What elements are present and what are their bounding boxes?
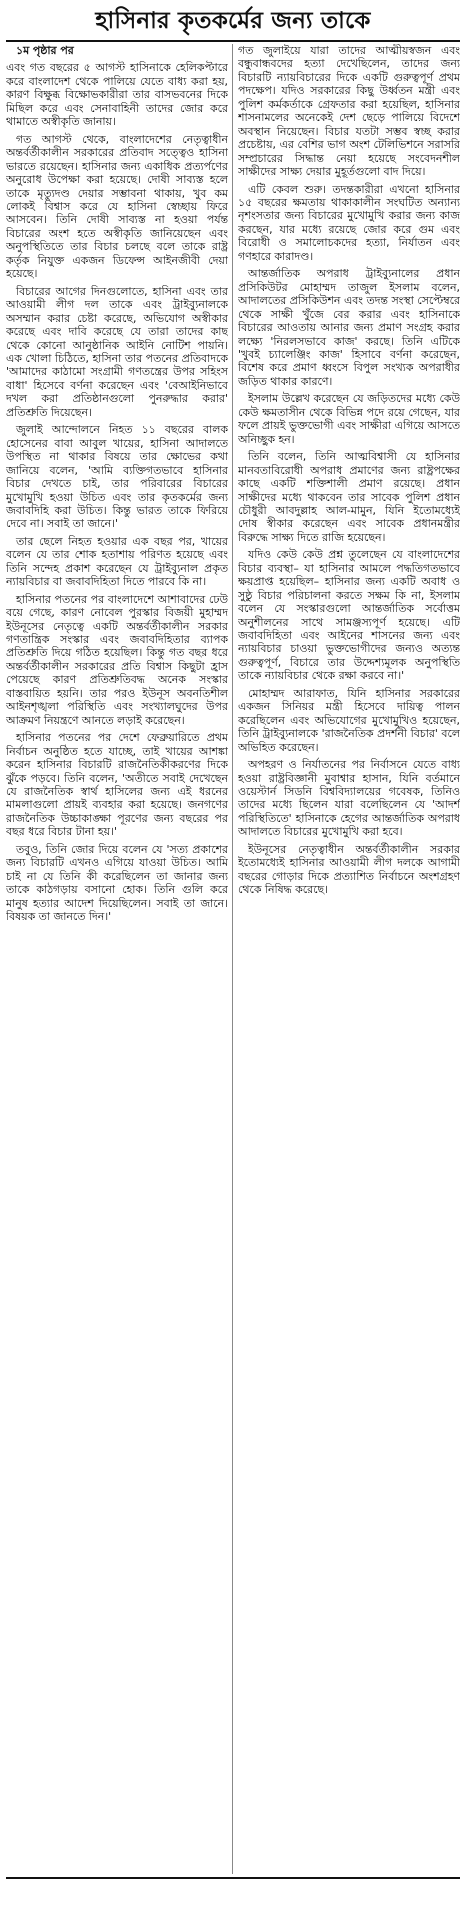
paragraph: জুলাই আন্দোলনে নিহত ১১ বছরের বালক হোসেনের বাবা আবুল খায়ের, হাসিনা আদালতে উপস্থিত না থাকার বিষয়ে তার ক্ষোভের কথা জানিয়ে বলেন, 'আমি ব্যক্তিগতভাবে হাসিনার বিচার দেখতে চাই, তার পরিবারের বিচারের মুখোমুখি হওয়া উচিত এবং তার কৃতকর্মের জন্য জবাবদিহি করা উচিত। কিন্তু ভারত তাকে ফিরিয়ে দেবে না। সবাই তা জানে।'	[6, 423, 228, 531]
paragraph: তবুও, তিনি জোর দিয়ে বলেন যে 'সত্য প্রকাশের জন্য বিচারটি এখনও এগিয়ে যাওয়া উচিত। আমি চাই না যে তিনি কী করেছিলেন তা জানার জন্য তাকে কাঠগড়ায় বসানো হোক। তিনি গুলি করে মানুষ হত্যার আদেশ দিয়েছিলেন। সবাই তা জানে। বিষয়ক তা জানতে দিন।'	[6, 842, 228, 924]
paragraph: বিচারের আগের দিনগুলোতে, হাসিনা এবং তার আওয়ামী লীগ দল তাকে এবং ট্রাইব্যুনালকে অসম্মান করার চেষ্টা করেছে, অভিযোগ অস্বীকার করেছে এবং দাবি করেছে যে তারা তাদের কাছ থেকে কোনো আনুষ্ঠানিক আইনি নোটিশ পায়নি। এক খোলা চিঠিতে, হাসিনা তার পতনের প্রতিবাদকে 'আমাদের কাঠামো সংগ্রামী গণতন্ত্রের উপর সহিংস বাধা' হিসেবে বর্ণনা করেছেন এবং 'বেআইনিভাবে দখল করা প্রতিষ্ঠানগুলো পুনরুদ্ধার করার' প্রতিশ্রুতি দিয়েছেন।	[6, 284, 228, 419]
article-headline: হাসিনার কৃতকর্মের জন্য তাকে	[95, 8, 371, 34]
left-column	[6, 44, 228, 1874]
paragraph: ইউনূসের নেতৃত্বাধীন অন্তর্বর্তীকালীন সরকার ইতোমধ্যেই হাসিনার আওয়ামী লীগ দলকে আগামী বছরের গোড়ার দিকে প্রত্যাশিত নির্বাচনে অংশগ্রহণ থেকে নিষিদ্ধ করেছে।	[238, 842, 460, 897]
paragraph: যদিও কেউ কেউ প্রশ্ন তুলেছেন যে বাংলাদেশের বিচার ব্যবস্থা– যা হাসিনার আমলে পদ্ধতিগতভাবে ক্ষয়প্রাপ্ত হয়েছিল– হাসিনার জন্য একটি অবাধ ও সুষ্ঠু বিচার পরিচালনা করতে সক্ষম কি না, ইসলাম বলেন যে সংস্কারগুলো আন্তর্জাতিক সর্বোত্তম অনুশীলনের সাথে সামঞ্জস্যপূর্ণ হয়েছে। এটি জবাবদিহিতা এবং আইনের শাসনের জন্য এবং ন্যায়বিচার চাওয়া ভুক্তভোগীদের জন্যও অত্যন্ত গুরুত্বপূর্ণ, বিচারে তার উদ্দেশ্যমূলক অনুপস্থিতি তাকে ন্যায়বিচার থেকে রক্ষা করবে না।'	[238, 548, 460, 683]
paragraph: তিনি বলেন, তিনি আত্মবিশ্বাসী যে হাসিনার মানবতাবিরোধী অপরাধ প্রমাণের জন্য রাষ্ট্রপক্ষের কাছে একটি শক্তিশালী প্রমাণ রয়েছে। প্রধান সাক্ষীদের মধ্যে থাকবেন তার সাবেক পুলিশ প্রধান চৌধুরী আবদুল্লাহ আল-মামুন, যিনি ইতোমধ্যেই দোষ স্বীকার করেছেন এবং সাবেক প্রধানমন্ত্রীর বিরুদ্ধে সাক্ষ্য দিতে রাজি হয়েছেন।	[238, 450, 460, 544]
paragraph: গত জুলাইয়ে যারা তাদের আত্মীয়স্বজন এবং বন্ধুবান্ধবদের হত্যা দেখেছিলেন, তাদের জন্য বিচারটি ন্যায়বিচারের দিকে একটি গুরুত্বপূর্ণ প্রথম পদক্ষেপ। যদিও সরকারের কিছু উর্ধ্বতন মন্ত্রী এবং পুলিশ কর্মকর্তাকে গ্রেফতার করা হয়েছিল, হাসিনার শাসনামলের অনেকেই দেশ ছেড়ে পালিয়ে বিদেশে অবস্থান নিয়েছেন। বিচার যতটা সম্ভব স্বচ্ছ করার প্রচেষ্টায়, এর বেশির ভাগ অংশ টেলিভিশনে সরাসরি সম্প্রচারের সিদ্ধান্ত নেয়া হয়েছে সংবেদনশীল সাক্ষীদের সাক্ষ্য দেয়ার মুহূর্তগুলো বাদ দিয়ে।	[238, 44, 460, 179]
continued-from-note: ১ম পৃষ্ঠার পর	[16, 44, 74, 57]
paragraph: হাসিনার পতনের পর দেশে ফেব্রুয়ারিতে প্রথম নির্বাচন অনুষ্ঠিত হতে যাচ্ছে, তাই খায়ের আশঙ্কা করেন হাসিনার বিচারটি রাজনৈতিকীকরণের দিকে ঝুঁকে পড়বে। তিনি বলেন, 'অতীতে সবাই দেখেছেন যে রাজনৈতিক স্বার্থ হাসিলের জন্য এই ধরনের মামলাগুলো প্রায়ই ব্যবহার করা হয়েছে। জনগণের রাজনৈতিক উচ্চাকাঙ্ক্ষা পূরণের জন্য বছরের পর বছর ধরে বিচার টানা হয়।'	[6, 731, 228, 839]
paragraph: এটি কেবল শুরু। তদন্তকারীরা এখনো হাসিনার ১৫ বছরের ক্ষমতায় থাকাকালীন সংঘটিত অন্যান্য নৃশংসতার জন্য বিচারের মুখোমুখি করার জন্য কাজ করছেন, যার মধ্যে রয়েছে জোর করে গুম এবং বিরোধী ও সমালোচকদের হত্যা, নির্যাতন এবং গণহারে কারাদণ্ড।	[238, 182, 460, 263]
paragraph: মোহাম্মদ আরাফাত, যিনি হাসিনার সরকারের একজন সিনিয়র মন্ত্রী হিসেবে দায়িত্ব পালন করেছিলেন এবং অভিযোগের মুখোমুখিও হয়েছেন, তিনি ট্রাইব্যুনালকে 'রাজনৈতিক প্রদর্শনী বিচার' বলে অভিহিত করেছেন।	[238, 686, 460, 754]
column-divider	[232, 44, 233, 1874]
paragraph: এবং গত বছরের ৫ আগস্ট হাসিনাকে হেলিকপ্টারে করে বাংলাদেশ থেকে পালিয়ে যেতে বাধ্য করা হয়, কারণ বিক্ষুব্ধ বিক্ষোভকারীরা তার বাসভবনের দিকে মিছিল করে এবং সেনাবাহিনী তাদের জোর করে থামাতে অস্বীকৃতি জানায়।	[6, 61, 228, 129]
paragraph: ইসলাম উল্লেখ করেছেন যে জড়িতদের মধ্যে কেউ কেউ ক্ষমতাসীন থেকে বিভিন্ন পদে রয়ে গেছেন, যার ফলে প্রায়ই ভুক্তভোগী এবং সাক্ষীরা এগিয়ে আসতে অনিচ্ছুক হন।	[238, 392, 460, 446]
paragraph: গত আগস্ট থেকে, বাংলাদেশের নেতৃত্বাধীন অন্তর্বর্তীকালীন সরকারের প্রতিবাদ সত্ত্বেও হাসিনা ভারতে রয়েছেন। হাসিনার জন্য একাধিক প্রত্যর্পণের অনুরোধ উপেক্ষা করা হয়েছে। দোষী সাব্যস্ত হলে তাকে মৃত্যুদণ্ড দেয়ার সম্ভাবনা থাকায়, খুব কম লোকই বিশ্বাস করে যে হাসিনা স্বেচ্ছায় ফিরে আসবেন। তিনি দোষী সাব্যস্ত না হওয়া পর্যন্ত বিচারের অংশ হতে অস্বীকৃতি জানিয়েছেন এবং অনুপস্থিতিতে তার বিচার চলছে বলে তাকে রাষ্ট্র কর্তৃক নিযুক্ত একজন ডিফেন্স আইনজীবী দেয়া হয়েছে।	[6, 132, 228, 281]
headline-rule	[6, 40, 460, 42]
paragraph: তার ছেলে নিহত হওয়ার এক বছর পর, খায়ের বলেন যে তার শোক হতাশায় পরিণত হয়েছে এবং তিনি সন্দেহ প্রকাশ করেছেন যে ট্রাইব্যুনাল প্রকৃত ন্যায়বিচার বা জবাবদিহিতা দিতে পারবে কি না।	[6, 534, 228, 589]
paragraph: অপহরণ ও নির্যাতনের পর নির্বাসনে যেতে বাধ্য হওয়া রাষ্ট্রবিজ্ঞানী মুবাশ্বার হাসান, যিনি বর্তমানে ওয়েস্টার্ন সিডনি বিশ্ববিদ্যালয়ের গবেষক, তিনিও তাদের মধ্যে ছিলেন যারা বলেছিলেন যে 'আদর্শ পরিস্থিতিতে' হাসিনাকে হেগের আন্তর্জাতিক অপরাধ আদালতে বিচারের মুখোমুখি করা হবে।	[238, 758, 460, 839]
next-article-teaser	[0, 1877, 466, 1911]
paragraph: আন্তর্জাতিক অপরাধ ট্রাইব্যুনালের প্রধান প্রসিকিউটর মোহাম্মদ তাজুল ইসলাম বলেন, আদালতের প্রসিকিউশন এবং তদন্ত সংস্থা সেপ্টেম্বরে থেকে সাক্ষী খুঁজে বের করার এবং হাসিনাকে বিচারের আওতায় আনার জন্য প্রমাণ সংগ্রহ করার লক্ষ্যে 'নিরলসভাবে কাজ' করছে। তিনি এটিকে 'খুবই চ্যালেঞ্জিং কাজ' হিসাবে বর্ণনা করেছেন, বিশেষ করে প্রমাণ ধ্বংসে বিপুল সংখ্যক অপরাধীর জড়িত থাকার কারণে।	[238, 267, 460, 388]
right-column	[238, 44, 460, 1874]
paragraph: হাসিনার পতনের পর বাংলাদেশে আশাবাদের ঢেউ বয়ে গেছে, কারণ নোবেল পুরস্কার বিজয়ী মুহাম্মদ ইউনূসের নেতৃত্বে একটি অন্তর্বর্তীকালীন সরকার গণতান্ত্রিক সংস্কার এবং জবাবদিহিতার ব্যাপক প্রতিশ্রুতি দিয়ে গঠিত হয়েছিল। কিন্তু গত বছর ধরে অন্তর্বর্তীকালীন সরকারের প্রতি বিশ্বাস কিছুটা হ্রাস পেয়েছে কারণ প্রতিশ্রুতিবদ্ধ অনেক সংস্কার বাস্তবায়িত হয়নি। তার পরও ইউনূস অবনতিশীল আইনশৃঙ্খলা পরিস্থিতি এবং সংখ্যালঘুদের উপর আক্রমণ নিয়ন্ত্রণে আনতে লড়াই করেছেন।	[6, 592, 228, 727]
footer-rule	[6, 1877, 460, 1879]
